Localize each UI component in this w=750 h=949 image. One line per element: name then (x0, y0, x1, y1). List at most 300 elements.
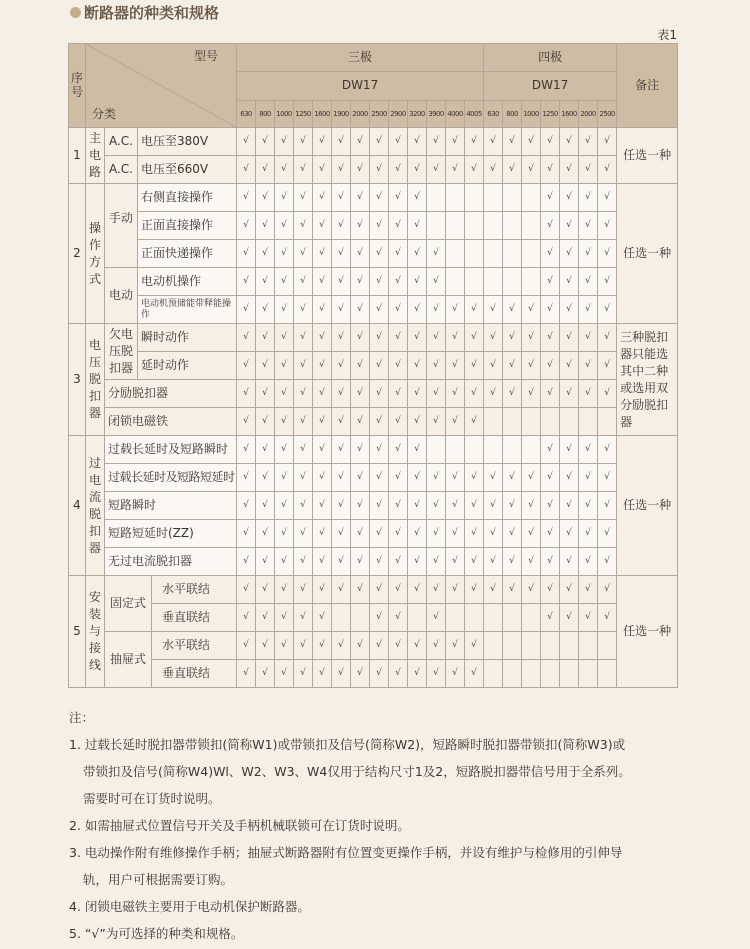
note-2: 2. 如需抽屉式位置信号开关及手柄机械联锁可在订货时说明。 (69, 818, 410, 833)
check-mark: √ (427, 576, 446, 604)
check-mark: √ (541, 576, 560, 604)
check-mark: √ (351, 492, 370, 520)
check-mark: √ (370, 632, 389, 660)
check-mark: √ (484, 352, 503, 380)
check-mark: √ (598, 352, 617, 380)
row5-vert-1: 垂直联结 (152, 604, 237, 632)
check-mark: √ (598, 128, 617, 156)
check-mark: √ (484, 156, 503, 184)
check-mark: √ (294, 576, 313, 604)
check-mark: √ (351, 520, 370, 548)
check-mark: √ (484, 520, 503, 548)
table-row (69, 604, 678, 632)
empty-cell (465, 604, 484, 632)
check-mark: √ (351, 436, 370, 464)
empty-cell (579, 408, 598, 436)
check-mark: √ (560, 128, 579, 156)
check-mark: √ (579, 464, 598, 492)
table-row (69, 156, 678, 184)
check-mark: √ (351, 660, 370, 688)
check-mark: √ (313, 548, 332, 576)
check-mark: √ (598, 548, 617, 576)
check-mark: √ (332, 156, 351, 184)
check-mark: √ (313, 296, 332, 324)
check-mark: √ (332, 464, 351, 492)
row5-group: 安装与接线 (86, 576, 105, 688)
check-mark: √ (370, 212, 389, 240)
table-row (69, 576, 678, 604)
check-mark: √ (313, 128, 332, 156)
check-mark: √ (465, 296, 484, 324)
check-mark: √ (389, 632, 408, 660)
check-mark: √ (370, 548, 389, 576)
check-mark: √ (294, 324, 313, 352)
check-mark: √ (408, 128, 427, 156)
row4-item-e: 无过电流脱扣器 (105, 548, 237, 576)
table-label: 表1 (657, 28, 677, 42)
check-mark: √ (427, 520, 446, 548)
check-mark: √ (465, 576, 484, 604)
check-mark: √ (370, 184, 389, 212)
check-mark: √ (256, 660, 275, 688)
empty-cell (351, 604, 370, 632)
cap3-2900: 2900 (389, 101, 408, 128)
check-mark: √ (427, 296, 446, 324)
row1-group: 主电路 (86, 128, 105, 184)
check-mark: √ (522, 380, 541, 408)
check-mark: √ (313, 240, 332, 268)
empty-cell (465, 212, 484, 240)
check-mark: √ (370, 268, 389, 296)
empty-cell (484, 268, 503, 296)
check-mark: √ (503, 380, 522, 408)
notes-section (69, 704, 694, 947)
check-mark: √ (351, 324, 370, 352)
check-mark: √ (484, 548, 503, 576)
check-mark: √ (275, 212, 294, 240)
check-mark: √ (275, 492, 294, 520)
header-model-label: 型号 (193, 49, 218, 63)
check-mark: √ (541, 604, 560, 632)
empty-cell (598, 632, 617, 660)
cap4-1250: 1250 (541, 101, 560, 128)
check-mark: √ (408, 212, 427, 240)
check-mark: √ (541, 352, 560, 380)
check-mark: √ (237, 156, 256, 184)
cap3-2000: 2000 (351, 101, 370, 128)
check-mark: √ (522, 296, 541, 324)
check-mark: √ (313, 352, 332, 380)
check-mark: √ (446, 324, 465, 352)
check-mark: √ (598, 268, 617, 296)
check-mark: √ (275, 660, 294, 688)
check-mark: √ (598, 212, 617, 240)
empty-cell (522, 212, 541, 240)
check-mark: √ (275, 548, 294, 576)
header-model-4: DW17 (484, 72, 617, 101)
check-mark: √ (560, 268, 579, 296)
empty-cell (465, 240, 484, 268)
check-mark: √ (522, 128, 541, 156)
check-mark: √ (560, 436, 579, 464)
empty-cell (503, 632, 522, 660)
row4-num: 4 (69, 436, 86, 576)
check-mark: √ (427, 324, 446, 352)
empty-cell (579, 660, 598, 688)
check-mark: √ (332, 632, 351, 660)
check-mark: √ (408, 492, 427, 520)
check-mark: √ (370, 604, 389, 632)
empty-cell (522, 436, 541, 464)
check-mark: √ (560, 296, 579, 324)
check-mark: √ (351, 240, 370, 268)
check-mark: √ (313, 436, 332, 464)
check-mark: √ (560, 380, 579, 408)
check-mark: √ (332, 268, 351, 296)
table-row (69, 268, 678, 296)
check-mark: √ (313, 212, 332, 240)
cap4-630: 630 (484, 101, 503, 128)
check-mark: √ (408, 324, 427, 352)
check-mark: √ (579, 296, 598, 324)
empty-cell (427, 436, 446, 464)
row3-item-c: 分励脱扣器 (105, 380, 237, 408)
check-mark: √ (294, 464, 313, 492)
row1-note: 任选一种 (617, 128, 678, 184)
check-mark: √ (313, 576, 332, 604)
check-mark: √ (313, 660, 332, 688)
check-mark: √ (579, 520, 598, 548)
table-row (69, 352, 678, 380)
check-mark: √ (522, 520, 541, 548)
row1-num: 1 (69, 128, 86, 184)
check-mark: √ (598, 492, 617, 520)
check-mark: √ (408, 296, 427, 324)
check-mark: √ (389, 352, 408, 380)
empty-cell (465, 436, 484, 464)
note-1a: 1. 过载长延时脱扣器带锁扣(简称W1)或带锁扣及信号(简称W2)，短路瞬时脱扣器带锁扣(简称W3)或 (69, 737, 626, 752)
check-mark: √ (541, 296, 560, 324)
section-title-text: 断路器的种类和规格 (84, 4, 220, 22)
note-5: 5. “√”为可选择的种类和规格。 (69, 926, 244, 941)
note-3b: 轨，用户可根据需要订购。 (83, 872, 234, 887)
check-mark: √ (256, 128, 275, 156)
check-mark: √ (579, 212, 598, 240)
empty-cell (408, 604, 427, 632)
check-mark: √ (313, 604, 332, 632)
check-mark: √ (237, 240, 256, 268)
check-mark: √ (313, 492, 332, 520)
check-mark: √ (256, 380, 275, 408)
check-mark: √ (275, 408, 294, 436)
table-row (69, 436, 678, 464)
header-diagonal-cell (86, 44, 237, 128)
table-row (69, 548, 678, 576)
check-mark: √ (332, 324, 351, 352)
check-mark: √ (237, 632, 256, 660)
cap3-1250: 1250 (294, 101, 313, 128)
check-mark: √ (560, 212, 579, 240)
check-mark: √ (389, 604, 408, 632)
check-mark: √ (332, 296, 351, 324)
cap3-800: 800 (256, 101, 275, 128)
check-mark: √ (579, 184, 598, 212)
empty-cell (446, 436, 465, 464)
check-mark: √ (522, 576, 541, 604)
check-mark: √ (446, 464, 465, 492)
check-mark: √ (503, 548, 522, 576)
check-mark: √ (256, 212, 275, 240)
empty-cell (503, 408, 522, 436)
row4-item-d: 短路短延时(ZZ) (105, 520, 237, 548)
header-model-3: DW17 (237, 72, 484, 101)
row3-note: 三种脱扣器只能选其中二种或选用双分励脱扣器 (617, 324, 678, 436)
check-mark: √ (294, 520, 313, 548)
table-row (69, 324, 678, 352)
header-remark: 备注 (617, 44, 678, 128)
check-mark: √ (389, 268, 408, 296)
check-mark: √ (389, 156, 408, 184)
check-mark: √ (579, 240, 598, 268)
check-mark: √ (370, 156, 389, 184)
empty-cell (503, 436, 522, 464)
check-mark: √ (313, 520, 332, 548)
check-mark: √ (560, 576, 579, 604)
check-mark: √ (503, 296, 522, 324)
check-mark: √ (579, 156, 598, 184)
check-mark: √ (389, 380, 408, 408)
check-mark: √ (522, 352, 541, 380)
check-mark: √ (294, 184, 313, 212)
check-mark: √ (598, 576, 617, 604)
empty-cell (446, 240, 465, 268)
check-mark: √ (522, 156, 541, 184)
check-mark: √ (237, 464, 256, 492)
check-mark: √ (313, 324, 332, 352)
check-mark: √ (332, 408, 351, 436)
check-mark: √ (370, 324, 389, 352)
table-row (69, 380, 678, 408)
check-mark: √ (579, 436, 598, 464)
table-row (69, 240, 678, 268)
table-row (69, 632, 678, 660)
check-mark: √ (389, 548, 408, 576)
row2-item-a: 右侧直接操作 (138, 184, 237, 212)
check-mark: √ (408, 520, 427, 548)
empty-cell (560, 408, 579, 436)
cap3-3200: 3200 (408, 101, 427, 128)
check-mark: √ (351, 268, 370, 296)
check-mark: √ (237, 268, 256, 296)
check-mark: √ (522, 464, 541, 492)
check-mark: √ (275, 380, 294, 408)
cap4-1000: 1000 (522, 101, 541, 128)
check-mark: √ (275, 436, 294, 464)
empty-cell (541, 632, 560, 660)
empty-cell (484, 632, 503, 660)
check-mark: √ (237, 212, 256, 240)
check-mark: √ (332, 352, 351, 380)
cap3-2500: 2500 (370, 101, 389, 128)
header-category-label: 分类 (92, 107, 117, 122)
row2-item-b: 正面直接操作 (138, 212, 237, 240)
check-mark: √ (446, 576, 465, 604)
check-mark: √ (256, 268, 275, 296)
check-mark: √ (579, 268, 598, 296)
check-mark: √ (465, 548, 484, 576)
check-mark: √ (294, 408, 313, 436)
check-mark: √ (503, 352, 522, 380)
check-mark: √ (332, 660, 351, 688)
check-mark: √ (294, 128, 313, 156)
spec-table (68, 43, 678, 688)
check-mark: √ (541, 464, 560, 492)
check-mark: √ (332, 520, 351, 548)
check-mark: √ (446, 296, 465, 324)
check-mark: √ (332, 380, 351, 408)
table-row (69, 464, 678, 492)
check-mark: √ (389, 464, 408, 492)
check-mark: √ (237, 548, 256, 576)
check-mark: √ (579, 604, 598, 632)
check-mark: √ (560, 240, 579, 268)
row5-note: 任选一种 (617, 576, 678, 688)
check-mark: √ (275, 464, 294, 492)
check-mark: √ (427, 660, 446, 688)
row2-electric: 电动 (105, 268, 138, 324)
check-mark: √ (484, 128, 503, 156)
check-mark: √ (598, 240, 617, 268)
row5-fixed: 固定式 (105, 576, 152, 632)
check-mark: √ (237, 520, 256, 548)
empty-cell (522, 268, 541, 296)
cap3-1600: 1600 (313, 101, 332, 128)
check-mark: √ (541, 520, 560, 548)
check-mark: √ (560, 548, 579, 576)
check-mark: √ (503, 492, 522, 520)
check-mark: √ (541, 128, 560, 156)
empty-cell (522, 632, 541, 660)
check-mark: √ (256, 352, 275, 380)
check-mark: √ (598, 604, 617, 632)
check-mark: √ (370, 296, 389, 324)
check-mark: √ (332, 212, 351, 240)
check-mark: √ (503, 128, 522, 156)
empty-cell (503, 268, 522, 296)
check-mark: √ (541, 240, 560, 268)
check-mark: √ (541, 184, 560, 212)
check-mark: √ (408, 408, 427, 436)
check-mark: √ (541, 492, 560, 520)
row2-item-c: 正面快递操作 (138, 240, 237, 268)
row4-item-c: 短路瞬时 (105, 492, 237, 520)
check-mark: √ (446, 492, 465, 520)
check-mark: √ (522, 324, 541, 352)
check-mark: √ (579, 492, 598, 520)
check-mark: √ (370, 660, 389, 688)
check-mark: √ (446, 408, 465, 436)
check-mark: √ (579, 380, 598, 408)
row4-group: 过电流脱扣器 (86, 436, 105, 576)
note-1b: 带锁扣及信号(简称W4)Wl、W2、W3、W4仅用于结构尺寸1及2，短路脱扣器带信号用于全系列。 (83, 764, 631, 779)
check-mark: √ (503, 576, 522, 604)
check-mark: √ (560, 604, 579, 632)
check-mark: √ (294, 632, 313, 660)
check-mark: √ (427, 352, 446, 380)
check-mark: √ (560, 520, 579, 548)
row4-note: 任选一种 (617, 436, 678, 576)
check-mark: √ (389, 660, 408, 688)
row2-num: 2 (69, 184, 86, 324)
row3-item-b: 延时动作 (138, 352, 237, 380)
check-mark: √ (370, 380, 389, 408)
check-mark: √ (465, 464, 484, 492)
check-mark: √ (275, 520, 294, 548)
check-mark: √ (427, 240, 446, 268)
row5-drawer: 抽屉式 (105, 632, 152, 688)
check-mark: √ (332, 548, 351, 576)
notes-heading: 注： (69, 710, 95, 725)
check-mark: √ (579, 548, 598, 576)
check-mark: √ (370, 436, 389, 464)
cap4-800: 800 (503, 101, 522, 128)
row5-num: 5 (69, 576, 86, 688)
check-mark: √ (427, 268, 446, 296)
check-mark: √ (522, 548, 541, 576)
check-mark: √ (256, 296, 275, 324)
check-mark: √ (522, 492, 541, 520)
empty-cell (560, 660, 579, 688)
check-mark: √ (351, 380, 370, 408)
empty-cell (484, 408, 503, 436)
check-mark: √ (408, 464, 427, 492)
check-mark: √ (275, 128, 294, 156)
check-mark: √ (598, 156, 617, 184)
check-mark: √ (560, 156, 579, 184)
check-mark: √ (332, 436, 351, 464)
empty-cell (522, 408, 541, 436)
cap4-2000: 2000 (579, 101, 598, 128)
section-title (70, 2, 219, 23)
check-mark: √ (332, 492, 351, 520)
cap3-4000: 4000 (446, 101, 465, 128)
check-mark: √ (408, 548, 427, 576)
check-mark: √ (427, 408, 446, 436)
empty-cell (484, 660, 503, 688)
check-mark: √ (503, 520, 522, 548)
check-mark: √ (389, 296, 408, 324)
check-mark: √ (313, 380, 332, 408)
check-mark: √ (275, 296, 294, 324)
check-mark: √ (237, 296, 256, 324)
check-mark: √ (484, 464, 503, 492)
empty-cell (522, 240, 541, 268)
row4-item-a: 过载长延时及短路瞬时 (105, 436, 237, 464)
row1-ac-2: A.C. (105, 156, 138, 184)
check-mark: √ (598, 296, 617, 324)
check-mark: √ (541, 380, 560, 408)
row1-item-a: 电压至380V (138, 128, 237, 156)
empty-cell (465, 184, 484, 212)
check-mark: √ (370, 520, 389, 548)
empty-cell (446, 184, 465, 212)
check-mark: √ (465, 492, 484, 520)
row2-note: 任选一种 (617, 184, 678, 324)
check-mark: √ (579, 352, 598, 380)
check-mark: √ (598, 464, 617, 492)
check-mark: √ (256, 520, 275, 548)
check-mark: √ (256, 324, 275, 352)
